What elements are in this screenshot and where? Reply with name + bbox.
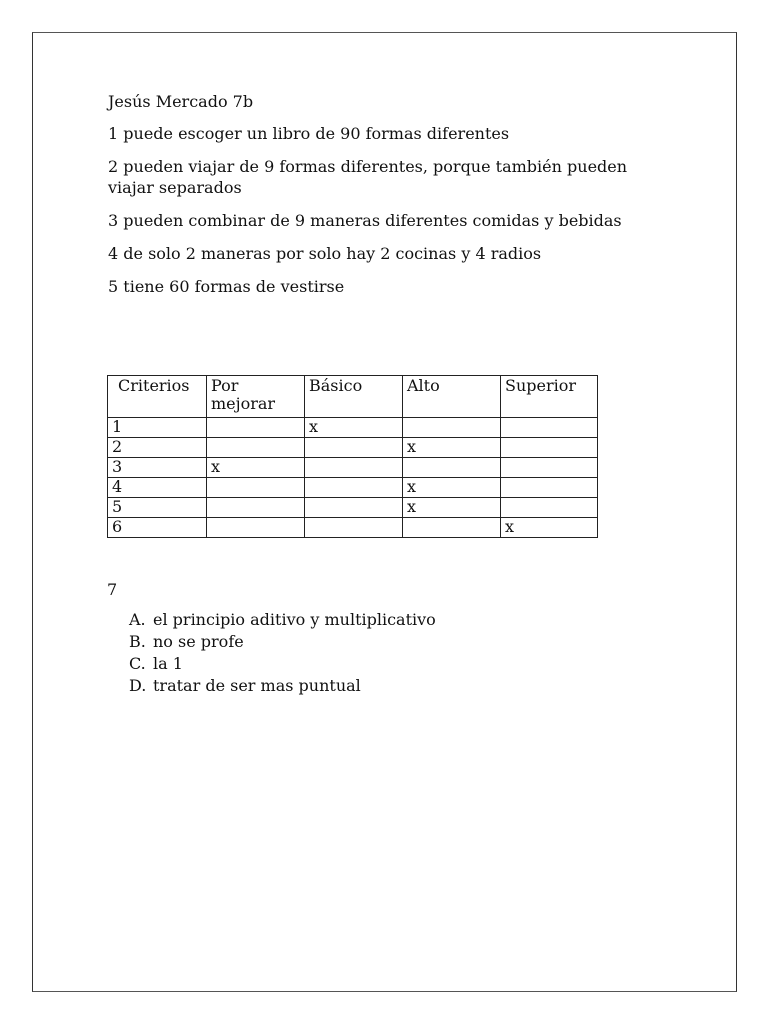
table-row	[108, 478, 598, 498]
table-cell	[501, 478, 598, 498]
list-item	[129, 631, 436, 653]
table-cell: 5	[108, 498, 207, 518]
table-cell	[207, 418, 305, 438]
table-cell: x	[403, 498, 501, 518]
table-cell: 4	[108, 478, 207, 498]
table-cell: x	[403, 438, 501, 458]
rubric-table	[107, 375, 598, 538]
table-cell: 1	[108, 418, 207, 438]
option-letter: B.	[129, 632, 146, 651]
list-item	[129, 653, 436, 675]
option-text: tratar de ser mas puntual	[153, 676, 361, 695]
answer-5: 5 tiene 60 formas de vestirse	[108, 277, 345, 296]
table-cell	[207, 438, 305, 458]
table-cell	[305, 458, 403, 478]
header-basico: Básico	[305, 376, 403, 418]
table-cell: x	[305, 418, 403, 438]
table-cell: x	[207, 458, 305, 478]
table-cell	[305, 478, 403, 498]
table-cell	[403, 518, 501, 538]
header-superior: Superior	[501, 376, 598, 418]
header-criterios: Criterios	[108, 376, 207, 418]
table-row	[108, 438, 598, 458]
option-letter: A.	[129, 610, 146, 629]
table-cell	[403, 458, 501, 478]
table-cell: 6	[108, 518, 207, 538]
list-item	[129, 675, 436, 697]
table-cell	[403, 418, 501, 438]
answer-3: 3 pueden combinar de 9 maneras diferentes comidas y bebidas	[108, 211, 622, 230]
table-cell	[207, 518, 305, 538]
answer-1: 1 puede escoger un libro de 90 formas diferentes	[108, 124, 510, 143]
header-por-mejorar: Por mejorar	[207, 376, 305, 418]
table-row	[108, 518, 598, 538]
table-cell	[501, 438, 598, 458]
option-text: no se profe	[153, 632, 244, 651]
option-letter: C.	[129, 654, 146, 673]
table-cell: 3	[108, 458, 207, 478]
table-cell	[501, 418, 598, 438]
table-row	[108, 498, 598, 518]
question-7-number: 7	[107, 580, 118, 599]
list-item	[129, 609, 436, 631]
table-cell	[501, 458, 598, 478]
table-cell	[207, 478, 305, 498]
table-row	[108, 418, 598, 438]
option-text: la 1	[153, 654, 183, 673]
rubric-header-row	[108, 376, 598, 418]
option-text: el principio aditivo y multiplicativo	[153, 610, 436, 629]
table-row	[108, 458, 598, 478]
table-cell	[305, 438, 403, 458]
answer-2: 2 pueden viajar de 9 formas diferentes, porque también pueden viajar separados	[108, 157, 628, 197]
table-cell	[305, 518, 403, 538]
table-cell: x	[403, 478, 501, 498]
table-cell	[207, 498, 305, 518]
question-7-options	[129, 609, 436, 697]
table-cell	[305, 498, 403, 518]
document-page	[32, 32, 737, 992]
table-cell	[501, 498, 598, 518]
table-cell: 2	[108, 438, 207, 458]
option-letter: D.	[129, 676, 147, 695]
answers-block	[108, 91, 668, 309]
answer-4: 4 de solo 2 maneras por solo hay 2 cocinas y 4 radios	[108, 244, 542, 263]
student-name: Jesús Mercado 7b	[108, 92, 254, 111]
table-cell: x	[501, 518, 598, 538]
header-alto: Alto	[403, 376, 501, 418]
